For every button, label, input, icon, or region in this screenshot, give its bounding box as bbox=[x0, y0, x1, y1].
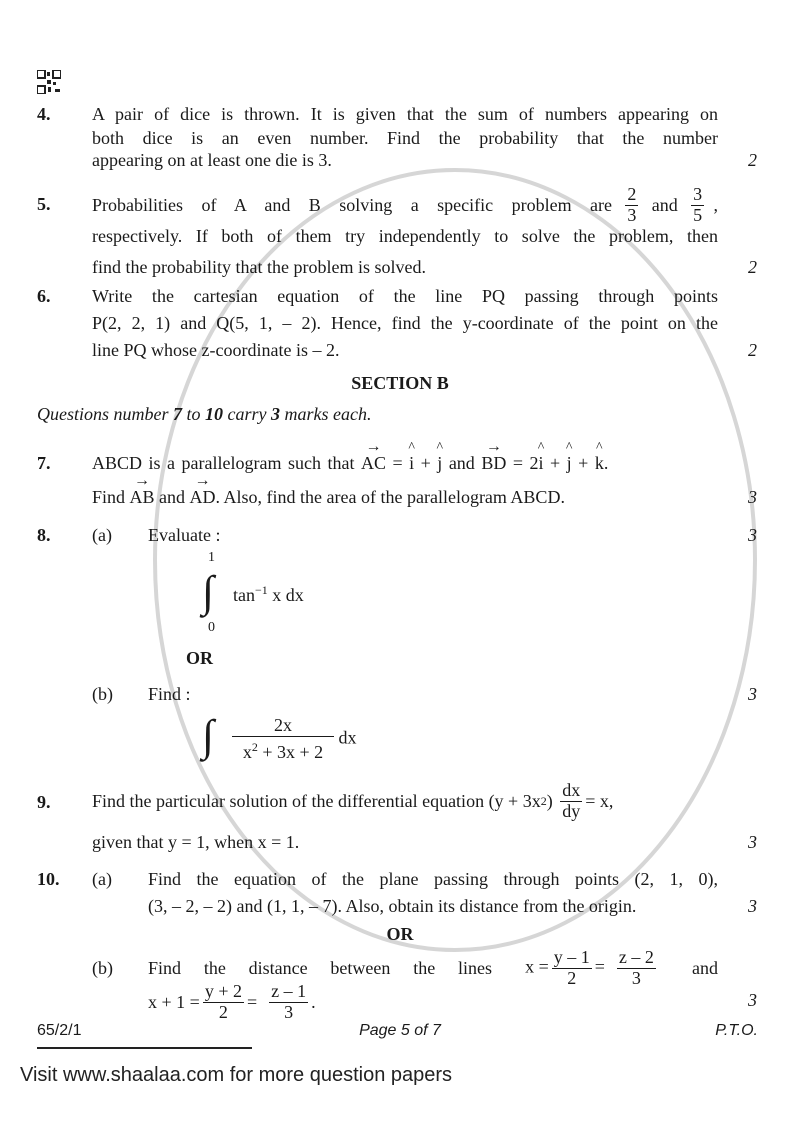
marks: 2 bbox=[748, 257, 757, 277]
marks: 3 bbox=[748, 832, 757, 852]
fraction: $\frac{3}{5}$ bbox=[693, 183, 703, 225]
section-heading: SECTION B bbox=[351, 373, 449, 393]
question-text: Find → AB and → AD. Also, find the area of the parallelogram ABCD. bbox=[92, 487, 565, 508]
integral-sign: ∫ bbox=[202, 567, 215, 616]
promo-banner: Visit www.shaalaa.com for more question papers bbox=[20, 1064, 453, 1086]
part-label: (b) bbox=[92, 958, 113, 978]
question-text: appearing on at least one die is 3. bbox=[92, 150, 332, 170]
integrand: $\tan^{-1} x$ dx bbox=[233, 583, 304, 605]
section-note: Questions number 7 to 10 carry 3 marks each. bbox=[37, 404, 372, 424]
page-number: Page 5 of 7 bbox=[359, 1022, 441, 1039]
question-text: x + 1 = $\frac{y + 2}{2}$ = $\frac{z - 1}{3}$ . bbox=[148, 980, 316, 1022]
marks: 2 bbox=[748, 150, 757, 170]
question-text: A pair of dice is thrown. It is given that the sum of numbers appearing on bbox=[92, 104, 718, 124]
marks: 2 bbox=[748, 340, 757, 360]
question-text: Find the distance between the lines x = $\frac{y - 1}{2}$ = $\frac{z - 2}{3}$ and bbox=[148, 946, 718, 988]
qr-code-icon bbox=[37, 70, 61, 94]
lower-limit: 0 bbox=[208, 620, 215, 635]
question-text: respectively. If both of them try independently to solve the problem, then bbox=[92, 226, 718, 246]
question-text: Evaluate : bbox=[148, 525, 221, 545]
marks: 3 bbox=[748, 525, 757, 545]
marks: 3 bbox=[748, 487, 757, 507]
paper-code: 65/2/1 bbox=[37, 1022, 82, 1039]
question-text: line PQ whose z-coordinate is – 2. bbox=[92, 340, 340, 360]
question-number: 9. bbox=[37, 792, 51, 812]
part-label: (a) bbox=[92, 525, 112, 545]
marks: 3 bbox=[748, 990, 757, 1010]
fraction: $\frac{2}{3}$ bbox=[627, 183, 637, 225]
integral-sign: ∫ bbox=[202, 711, 215, 760]
question-text: find the probability that the problem is solved. bbox=[92, 257, 426, 277]
fraction: $\frac{dx}{dy}$ bbox=[562, 779, 581, 821]
question-number: 10. bbox=[37, 869, 60, 889]
question-text: both dice is an even number. Find the probability that the number bbox=[92, 128, 718, 148]
upper-limit: 1 bbox=[208, 550, 215, 565]
marks: 3 bbox=[748, 896, 757, 916]
or-label: OR bbox=[186, 648, 213, 668]
question-text: Find : bbox=[148, 684, 191, 704]
question-text: ABCD is a parallelogram such that → AC = ^ i + ^ j and → BD = 2^ i + ^ j + ^ k. bbox=[92, 453, 608, 474]
or-label: OR bbox=[386, 924, 414, 944]
part-label: (a) bbox=[92, 869, 112, 889]
integrand-fraction: $\frac{2x}{x^2 + 3x + 2}$ dx bbox=[232, 716, 357, 763]
question-text: given that y = 1, when x = 1. bbox=[92, 832, 300, 852]
question-text: (3, – 2, – 2) and (1, 1, – 7). Also, obtain its distance from the origin. bbox=[148, 896, 637, 916]
question-text: Write the cartesian equation of the line PQ passing through points bbox=[92, 286, 718, 306]
question-text: Find the particular solution of the differential equation (y + 3x 2 ) $\frac{dx}{dy}$ = x, bbox=[92, 779, 614, 821]
question-number: 8. bbox=[37, 525, 51, 545]
question-number: 5. bbox=[37, 194, 51, 214]
marks: 3 bbox=[748, 684, 757, 704]
question-text: P(2, 2, 1) and Q(5, 1, – 2). Hence, find the y-coordinate of the point on the bbox=[92, 313, 718, 333]
question-number: 6. bbox=[37, 286, 51, 306]
pto-label: P.T.O. bbox=[715, 1022, 758, 1039]
question-text: Find the equation of the plane passing through points (2, 1, 0), bbox=[148, 869, 718, 889]
question-number: 4. bbox=[37, 104, 51, 124]
question-number: 7. bbox=[37, 453, 51, 473]
footer-rule bbox=[37, 1047, 252, 1049]
question-text: Probabilities of A and B solving a specific problem are $\frac{2}{3}$ and $\frac{3}{5}$ , bbox=[92, 183, 718, 225]
part-label: (b) bbox=[92, 684, 113, 704]
